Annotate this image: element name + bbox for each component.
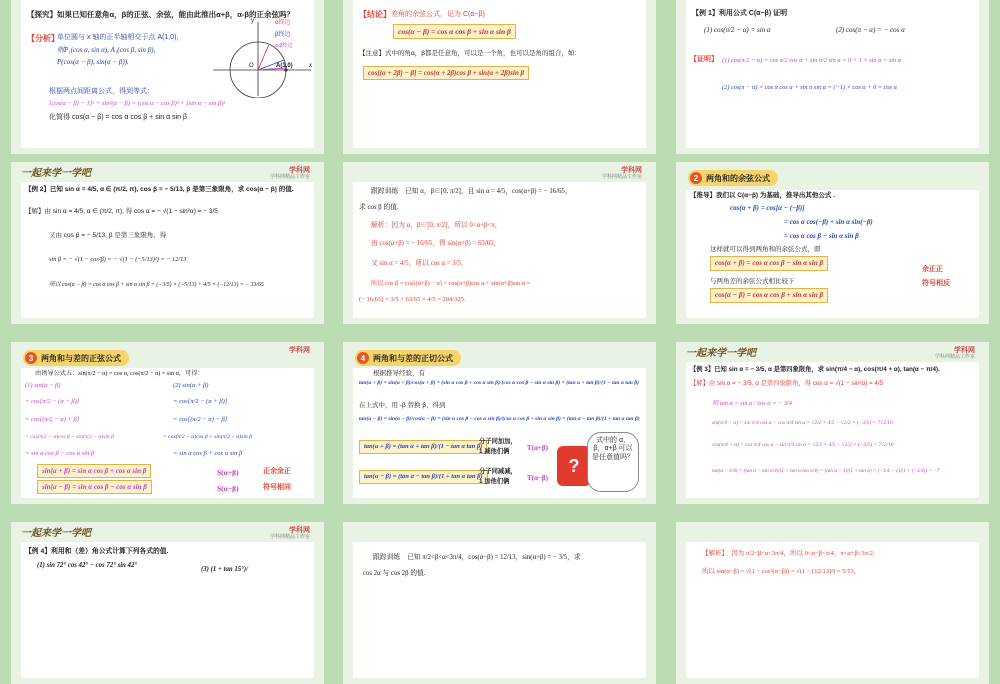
question-mark-icon: ? xyxy=(557,446,591,486)
section-number: 4 xyxy=(357,352,369,364)
derivation-intro: 【推导】我们以 C(α−β) 为基础，推导出其他公式 . xyxy=(690,192,836,199)
slide-thumbnail-8[interactable] xyxy=(343,342,656,504)
slide-content xyxy=(686,542,979,678)
text-line: cos 2α 与 cos 2β 的值. xyxy=(363,570,426,577)
text-line: 又由 cos β = − 5/13, β 是第三象限角，得 xyxy=(49,232,167,239)
formula-box: cos(α − β) = cos α cos β + sin α sin β xyxy=(393,24,516,39)
beta-terminal-label: β终边 xyxy=(275,32,291,38)
text-line: 差角的余弦公式，记为 C(α−β) xyxy=(391,11,485,18)
slide-content xyxy=(686,190,979,318)
formula-line: cos(α + β) = cos[α − (−β)] xyxy=(730,204,805,212)
mnemonic-tip: 符号相同 xyxy=(263,484,291,491)
slide-header xyxy=(343,162,656,182)
text-line: (1) sin 72° cos 42° − cos 72° sin 42° xyxy=(37,562,138,569)
text-line: (1) cos(π/2 − α) = sin α xyxy=(704,26,771,34)
formula-label: T(α−β) xyxy=(527,474,548,482)
proof-label: 【证明】 xyxy=(690,56,718,63)
unit-circle-diagram xyxy=(213,20,313,98)
formula-box: cos(α − β) = cos α cos β + sin α sin β xyxy=(710,288,828,303)
text-line: (2) sin(α + β) xyxy=(173,382,209,389)
slide-content xyxy=(353,0,646,148)
formula-line: = cos α cos β − sin α sin β xyxy=(784,232,859,240)
brand-logo: 学科网 xyxy=(621,167,642,174)
text-line: 根据两点间距离公式，得到等式： xyxy=(49,88,154,95)
text-line: 则 tan α = sin α / cos α = − 3/4 xyxy=(712,400,792,407)
mnemonic-tip: 符号相反 xyxy=(922,280,950,287)
brand-logo: 学科网 xyxy=(954,347,975,354)
section-tag xyxy=(688,170,778,186)
note-text: 【注意】式中的角α，β都是任意角，可以是一个角，也可以是角的组合，如: xyxy=(359,50,577,57)
mnemonic-tip: 分子同减减， xyxy=(479,468,517,475)
text-line: 所以 sin(α−β) = √(1 − cos²(α−β)) = √(1 − (12/13)²) = 5/13， xyxy=(702,568,861,575)
section-title: 两角和与差的正弦公式 xyxy=(41,353,121,363)
slide-content xyxy=(21,182,314,318)
slide-thumbnail-11[interactable] xyxy=(343,522,656,684)
example-title: 【例 1】利用公式 C(α−β) 证明 xyxy=(692,10,788,17)
formula-box: cos(α + β) = cos α cos β − sin α sin β xyxy=(710,256,828,271)
text-line: sin(π/4 − α) = sin π/4 cos α − cos π/4 sin α = √2/2 × 4/5 − √2/2 × (−3/5) = 7√2/10 xyxy=(712,420,893,426)
text-line: 由 cos(α+β) = − 16/65，得 sin(α+β) = 63/65， xyxy=(371,240,501,247)
slide-thumbnail-2[interactable] xyxy=(343,0,656,154)
brand-subtitle: 学科网精品工作室 xyxy=(269,534,310,540)
text-line: = cos[(π/2 − α) − β] xyxy=(173,416,228,423)
alpha-terminal-label: α终边 xyxy=(275,20,291,26)
formula-line: tan(α + β) = sin(α + β)/cos(α + β) = (sin α cos β + cos α sin β)/(cos α cos β − sin α sin β) = (tan α + tan β)/(1 − tan α tan β) xyxy=(359,380,639,386)
text-line: 所以 cos β = cos[(α+β) − α] = cos(α+β)cos α + sin(α+β)sin α = xyxy=(371,280,531,287)
mnemonic-tip: 1 加他们俩 xyxy=(479,478,510,485)
thought-bubble: 式中的 α，β，α+β 可以是任意值吗？ xyxy=(587,432,639,492)
slide-thumbnail-9[interactable] xyxy=(676,342,989,504)
y-axis-label: y xyxy=(251,18,254,24)
brand-subtitle: 学科网精品工作室 xyxy=(601,174,642,180)
x-axis-label: x xyxy=(309,63,312,69)
text-line: 求 cos β 的值. xyxy=(359,204,399,211)
slide-thumbnail-10[interactable] xyxy=(11,522,324,684)
section-number: 2 xyxy=(690,172,702,184)
slide-content xyxy=(21,542,314,678)
text-line: 【解析】 因为 π/2<β<α<3π/4，所以 0<α−β<π/4，π<α+β<3π/2. xyxy=(702,550,875,557)
origin-label: O xyxy=(249,63,254,69)
point-a-label: A(1,0) xyxy=(276,63,293,69)
slide-thumbnail-12[interactable] xyxy=(676,522,989,684)
slide-content xyxy=(686,362,979,498)
conclusion-label: 【结论】 xyxy=(359,10,391,19)
section-title: 两角和的余弦公式 xyxy=(706,173,770,183)
mnemonic-tip: 正余余正 xyxy=(263,468,291,475)
text-line: = cos[π/2 − (α + β)] xyxy=(173,398,228,405)
text-line: 由诱导公式五：sin(π/2 − α) = cos α, cos(π/2 − α) = sin α，可得： xyxy=(35,370,204,377)
slide-header xyxy=(11,162,324,182)
slide-thumbnail-4[interactable] xyxy=(11,162,324,324)
text-line: (1) cos(π/2 − α) = cos π/2 cos α + sin π/2 sin α = 0 + 1 × sin α = sin α xyxy=(722,57,902,64)
text-line: 化简得 cos(α − β) = cos α cos β + sin α sin β xyxy=(49,114,188,121)
brand-logo: 学科网 xyxy=(289,347,310,354)
slide-thumbnail-3[interactable] xyxy=(676,0,989,154)
text-line: [cos(α − β) − 1]² + sin²(α − β) = (cos α − cos β)² + (sin α − sin β)² xyxy=(49,100,226,107)
mnemonic-tip: 1 减他们俩 xyxy=(479,448,510,455)
slide-content xyxy=(686,0,979,148)
text-line: tan(α − π/4) = (tan α − tan π/4)/(1 + tan α tan π/4) = (tan α − 1)/(1 + tan α) = (−3/4 − 1)/(1 + (−3/4)) = −7 xyxy=(712,468,940,474)
brand-subtitle: 学科网精品工作室 xyxy=(269,174,310,180)
formula-label: S(α−β) xyxy=(217,484,239,493)
slide-content xyxy=(21,368,314,498)
formula-box: cos[(α + 2β) − β] = cos(α + 2β)cos β + sin(α + 2β)sin β xyxy=(363,66,529,80)
formula-box: tan(α + β) = (tan α + tan β)/(1 − tan α tan β) xyxy=(359,440,487,454)
text-line: (1) sin(α − β) xyxy=(25,382,61,389)
text-line: 在上式中，用 -β 替换 β，得到 xyxy=(359,402,446,409)
text-line: 跟踪训练 已知 α，β∈[0, π/2]，且 sin α = 4/5，cos(α+β) = − 16/65， xyxy=(371,188,572,195)
alpha-minus-beta-terminal-label: α-β终边 xyxy=(275,43,293,49)
example-title: 【例 3】已知 sin α = − 3/5, α 是第四象限角，求 sin(π/4 − α), cos(π/4 + α), tan(α − π/4). xyxy=(690,366,940,373)
text-line: P(cos(α − β), sin(α − β)). xyxy=(57,58,129,66)
text-line: cos(π/4 + α) = cos π/4 cos α − sin π/4 sin α = √2/2 × 4/5 − √2/2 × (−3/5) = 7√2/10 xyxy=(712,442,894,448)
text-line: 【解】由 sin α = 4/5, α ∈ (π/2, π), 得 cos α = − √(1 − sin²α) = − 3/5 xyxy=(25,208,218,215)
text-line: 【解】由 sin α = − 3/5, α 是第四象限角，得 cos α = √(1 − sin²α) = 4/5 xyxy=(690,380,884,387)
text-line: (2) cos(π − α) = − cos α xyxy=(836,26,905,34)
section-number: 3 xyxy=(25,352,37,364)
text-line: (3) (1 + tan 15°)/ xyxy=(201,566,248,573)
formula-line: = cos α cos(−β) + sin α sin(−β) xyxy=(784,218,873,226)
text-line: 又 sin α = 4/5，所以 cos α = 3/5， xyxy=(371,260,468,267)
header-banner: 一起来学一学吧 xyxy=(21,528,91,539)
formula-box: tan(α − β) = (tan α − tan β)/(1 + tan α tan β) xyxy=(359,470,488,484)
text-line: 所以 cos(α − β) = cos α cos β + sin α sin β = (−3/5) × (−5/13) + 4/5 × (−12/13) = − 33/65 xyxy=(49,282,264,288)
header-banner: 一起来学一学吧 xyxy=(21,168,91,179)
text-line: 跟踪训练 已知 π/2<β<α<3π/4，cos(α−β) = 12/13，sin(α+β) = − 3/5，求 xyxy=(373,554,581,561)
text-line: 则P₁(cos α, sin α), A₁(cos β, sin β), xyxy=(57,46,156,54)
slide-thumbnail-6[interactable] xyxy=(676,162,989,324)
analysis-label: 【分析】 xyxy=(27,34,59,43)
formula-box: sin(α − β) = sin α cos β − cos α sin β xyxy=(37,480,152,494)
formula-line: tan(α − β) = sin(α − β)/cos(α − β) = (sin α cos β − cos α sin β)/(cos α cos β + sin α sin β) = (tan α − tan β)/(1 + tan α tan β) xyxy=(359,416,640,422)
brand-subtitle: 学科网精品工作室 xyxy=(934,354,975,360)
example-title: 【例 2】已知 sin α = 4/5, α ∈ (π/2, π), cos β = − 5/13, β 是第三象限角，求 cos(α − β) 的值. xyxy=(25,186,294,193)
slide-thumbnail-1[interactable] xyxy=(11,0,324,154)
text-line: = sin α cos β − cos α sin β xyxy=(25,450,95,457)
brand-logo: 学科网 xyxy=(289,167,310,174)
text-line: = cos[(π/2 − α) + β] xyxy=(25,416,80,423)
slide-content xyxy=(353,542,646,678)
formula-label: T(α+β) xyxy=(527,444,548,452)
formula-box: sin(α + β) = sin α cos β + cos α sin β xyxy=(37,464,151,478)
text-line: = cos(π/2 − α)cos β + sin(π/2 − α)sin β xyxy=(163,434,252,440)
slide-title: 【探究】如果已知任意角α，β的正弦、余弦，能由此推出α+β，α-β的正余弦吗？ xyxy=(27,10,294,19)
mnemonic-tip: 余正正 xyxy=(922,266,943,273)
section-tag xyxy=(23,350,129,366)
header-banner: 一起来学一学吧 xyxy=(686,348,756,359)
slide-content xyxy=(21,0,314,148)
text-line: 这样就可以得到两角和的余弦公式，即 xyxy=(710,246,821,253)
text-line: (− 16/65) × 3/5 + 63/65 × 4/5 = 204/325. xyxy=(359,296,466,303)
section-title: 两角和与差的正切公式 xyxy=(373,353,453,363)
text-line: 单位圆与 x 轴的正半轴相交于点 A(1,0)， xyxy=(57,34,184,41)
example-title: 【例 4】利用和（差）角公式计算下列各式的值. xyxy=(25,548,169,555)
text-line: 根据推导经验，有 xyxy=(373,370,425,377)
slide-header xyxy=(676,342,989,362)
slide-content xyxy=(353,368,646,498)
mnemonic-tip: 分子同加加， xyxy=(479,438,517,445)
text-line: 与两角差的余弦公式相比较下 xyxy=(710,278,795,285)
slide-header xyxy=(11,522,324,542)
text-line: = sin α cos β + cos α sin β xyxy=(173,450,243,457)
text-line: (2) cos(π − α) = cos π cos α + sin π sin α = (−1) × cos α + 0 = cos α xyxy=(722,84,897,91)
brand-logo: 学科网 xyxy=(289,527,310,534)
slide-content xyxy=(353,182,646,318)
text-line: 解析：因为 α，β∈[0, π/2]，所以 0<α+β<π， xyxy=(371,222,502,229)
section-tag xyxy=(355,350,461,366)
text-line: = cos[π/2 − (α − β)] xyxy=(25,398,80,405)
text-line: sin β = − √(1 − cos²β) = − √(1 − (−5/13)²) = − 12/13 xyxy=(49,256,187,263)
formula-label: S(α+β) xyxy=(217,468,239,477)
slide-thumbnail-5[interactable] xyxy=(343,162,656,324)
text-line: = cos(π/2 − α)cos β − sin(π/2 − α)sin β xyxy=(25,434,114,440)
slide-thumbnail-7[interactable] xyxy=(11,342,324,504)
